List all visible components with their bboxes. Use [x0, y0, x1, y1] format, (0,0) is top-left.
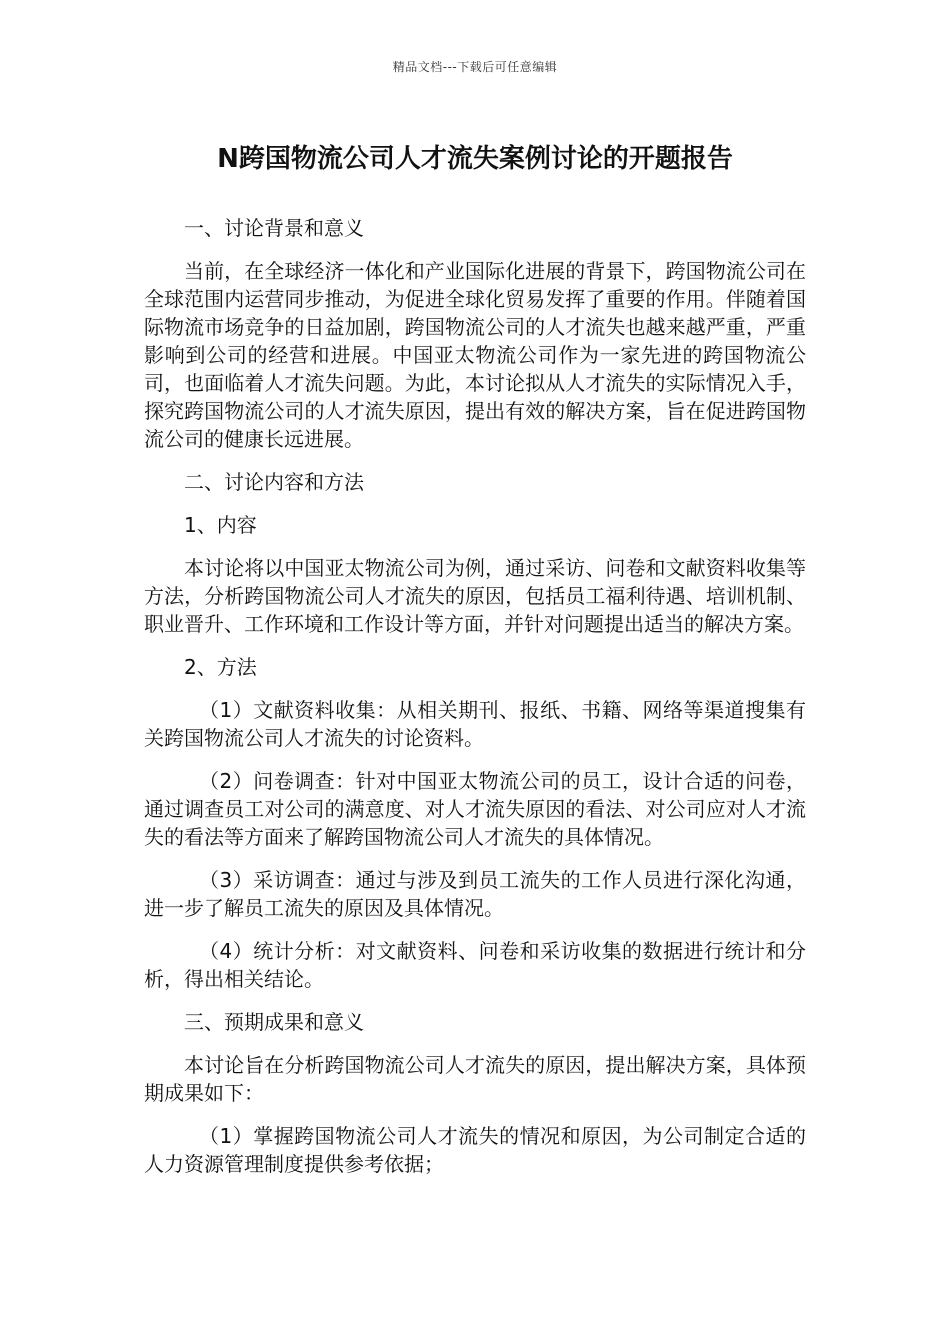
method-item-4: （4）统计分析：对文献资料、问卷和采访收集的数据进行统计和分析，得出相关结论。 — [144, 939, 806, 991]
section-heading-outcomes: 三、预期成果和意义 — [184, 1010, 364, 1034]
section-heading-background: 一、讨论背景和意义 — [184, 216, 364, 240]
method-item-1: （1）文献资料收集：从相关期刊、报纸、书籍、网络等渠道搜集有关跨国物流公司人才流失的讨论资料。 — [144, 698, 806, 750]
document-title: N跨国物流公司人才流失案例讨论的开题报告 — [217, 144, 733, 174]
document-body — [144, 214, 806, 1193]
method-item-2: （2）问卷调查：针对中国亚太物流公司的员工，设计合适的问卷，通过调查员工对公司的满意度、对人才流失原因的看法、对公司应对人才流失的看法等方面来了解跨国物流公司人才流失的具体情况。 — [144, 769, 806, 849]
subheading-content: 1、内容 — [184, 513, 257, 537]
header-note: 精品文档---下载后可任意编辑 — [392, 60, 558, 74]
outcome-item-1: （1）掌握跨国物流公司人才流失的情况和原因，为公司制定合适的人力资源管理制度提供参考依据； — [144, 1124, 806, 1176]
paragraph-background: 当前，在全球经济一体化和产业国际化进展的背景下，跨国物流公司在全球范围内运营同步推动，为促进全球化贸易发挥了重要的作用。伴随着国际物流市场竞争的日益加剧，跨国物流公司的人才流失也越来越严重，严重影响到公司的经营和进展。中国亚太物流公司作为一家先进的跨国物流公司，也面临着人才流失问题。为此，本讨论拟从人才流失的实际情况入手，探究跨国物流公司的人才流失原因，提出有效的解决方案，旨在促进跨国物流公司的健康长远进展。 — [144, 259, 806, 451]
section-heading-content-method: 二、讨论内容和方法 — [184, 470, 364, 494]
paragraph-outcomes: 本讨论旨在分析跨国物流公司人才流失的原因，提出解决方案，具体预期成果如下： — [144, 1053, 806, 1105]
subheading-method: 2、方法 — [184, 655, 257, 679]
method-item-3: （3）采访调查：通过与涉及到员工流失的工作人员进行深化沟通，进一步了解员工流失的原因及具体情况。 — [144, 868, 806, 920]
paragraph-content: 本讨论将以中国亚太物流公司为例，通过采访、问卷和文献资料收集等方法，分析跨国物流公司人才流失的原因，包括员工福利待遇、培训机制、职业晋升、工作环境和工作设计等方面，并针对问题提出适当的解决方案。 — [144, 556, 806, 636]
